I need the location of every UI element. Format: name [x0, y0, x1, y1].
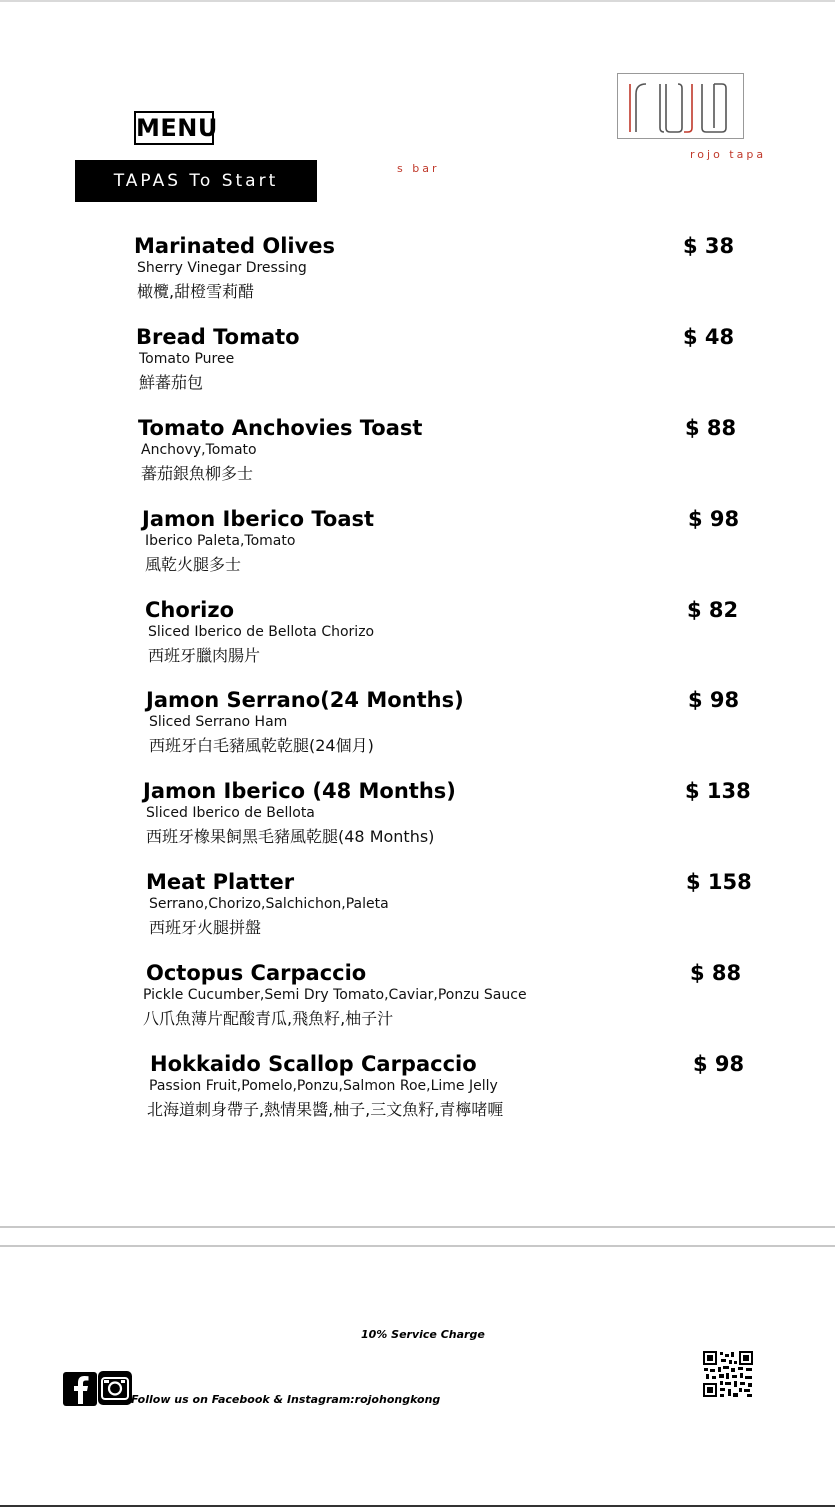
item-description: Tomato Puree [139, 351, 235, 367]
item-description: Passion Fruit,Pomelo,Ponzu,Salmon Roe,Lime Jelly [149, 1078, 498, 1094]
item-price: $ 48 [683, 325, 735, 349]
item-name: Jamon Iberico Toast [142, 507, 375, 531]
item-description: Serrano,Chorizo,Salchichon,Paleta [149, 896, 389, 912]
item-description: Sliced Iberico de Bellota Chorizo [148, 624, 375, 640]
item-name: Jamon Iberico (48 Months) [143, 779, 456, 803]
item-chinese-name: 西班牙火腿拼盤 [149, 918, 262, 937]
brand-fragment: s bar [397, 162, 440, 175]
item-chinese-name: 西班牙臘肉腸片 [148, 646, 261, 665]
item-description: Iberico Paleta,Tomato [145, 533, 296, 549]
item-description: Sherry Vinegar Dressing [137, 260, 307, 276]
item-chinese-name: 八爪魚薄片配酸青瓜,飛魚籽,柚子汁 [143, 1009, 394, 1028]
item-description: Anchovy,Tomato [141, 442, 257, 458]
rojo-logo-mark-icon [618, 74, 742, 137]
social-follow-text: Follow us on Facebook & Instagram:rojohongkong [131, 1393, 441, 1406]
item-price: $ 82 [687, 598, 739, 622]
item-name: Chorizo [145, 598, 234, 622]
item-chinese-name: 西班牙橡果飼黑毛豬風乾腿(48 Months) [146, 827, 435, 846]
item-price: $ 98 [693, 1052, 745, 1076]
item-price: $ 38 [683, 234, 735, 258]
item-name: Hokkaido Scallop Carpaccio [150, 1052, 477, 1076]
item-price: $ 138 [685, 779, 751, 803]
instagram-icon[interactable] [98, 1371, 132, 1405]
item-chinese-name: 風乾火腿多士 [145, 555, 242, 574]
item-price: $ 88 [685, 416, 737, 440]
item-chinese-name: 北海道刺身帶子,熱情果醬,柚子,三文魚籽,青檸啫喱 [147, 1100, 504, 1119]
menu-title: MENU [134, 111, 214, 145]
item-name: Tomato Anchovies Toast [138, 416, 423, 440]
item-chinese-name: 鮮蕃茄包 [139, 373, 204, 392]
rojo-logo [617, 73, 744, 139]
service-charge-note: 10% Service Charge [361, 1328, 485, 1341]
item-name: Meat Platter [146, 870, 295, 894]
page-divider [0, 1226, 835, 1228]
facebook-icon[interactable] [63, 1372, 97, 1406]
page-divider [0, 1245, 835, 1247]
item-chinese-name: 蕃茄銀魚柳多士 [141, 464, 254, 483]
item-name: Octopus Carpaccio [146, 961, 367, 985]
logo-caption: rojo tapa [690, 148, 767, 161]
qr-code-icon [703, 1351, 753, 1397]
item-name: Jamon Serrano(24 Months) [146, 688, 464, 712]
section-banner: TAPAS To Start [75, 160, 317, 202]
item-description: Pickle Cucumber,Semi Dry Tomato,Caviar,Ponzu Sauce [143, 987, 527, 1003]
item-chinese-name: 橄欖,甜橙雪莉醋 [137, 282, 255, 301]
item-price: $ 98 [688, 688, 740, 712]
item-name: Bread Tomato [136, 325, 300, 349]
item-chinese-name: 西班牙白毛豬風乾乾腿(24個月) [149, 736, 374, 755]
item-name: Marinated Olives [134, 234, 336, 258]
item-description: Sliced Serrano Ham [149, 714, 288, 730]
item-price: $ 158 [686, 870, 752, 894]
item-price: $ 98 [688, 507, 740, 531]
item-price: $ 88 [690, 961, 742, 985]
top-border [0, 0, 835, 2]
item-description: Sliced Iberico de Bellota [146, 805, 315, 821]
